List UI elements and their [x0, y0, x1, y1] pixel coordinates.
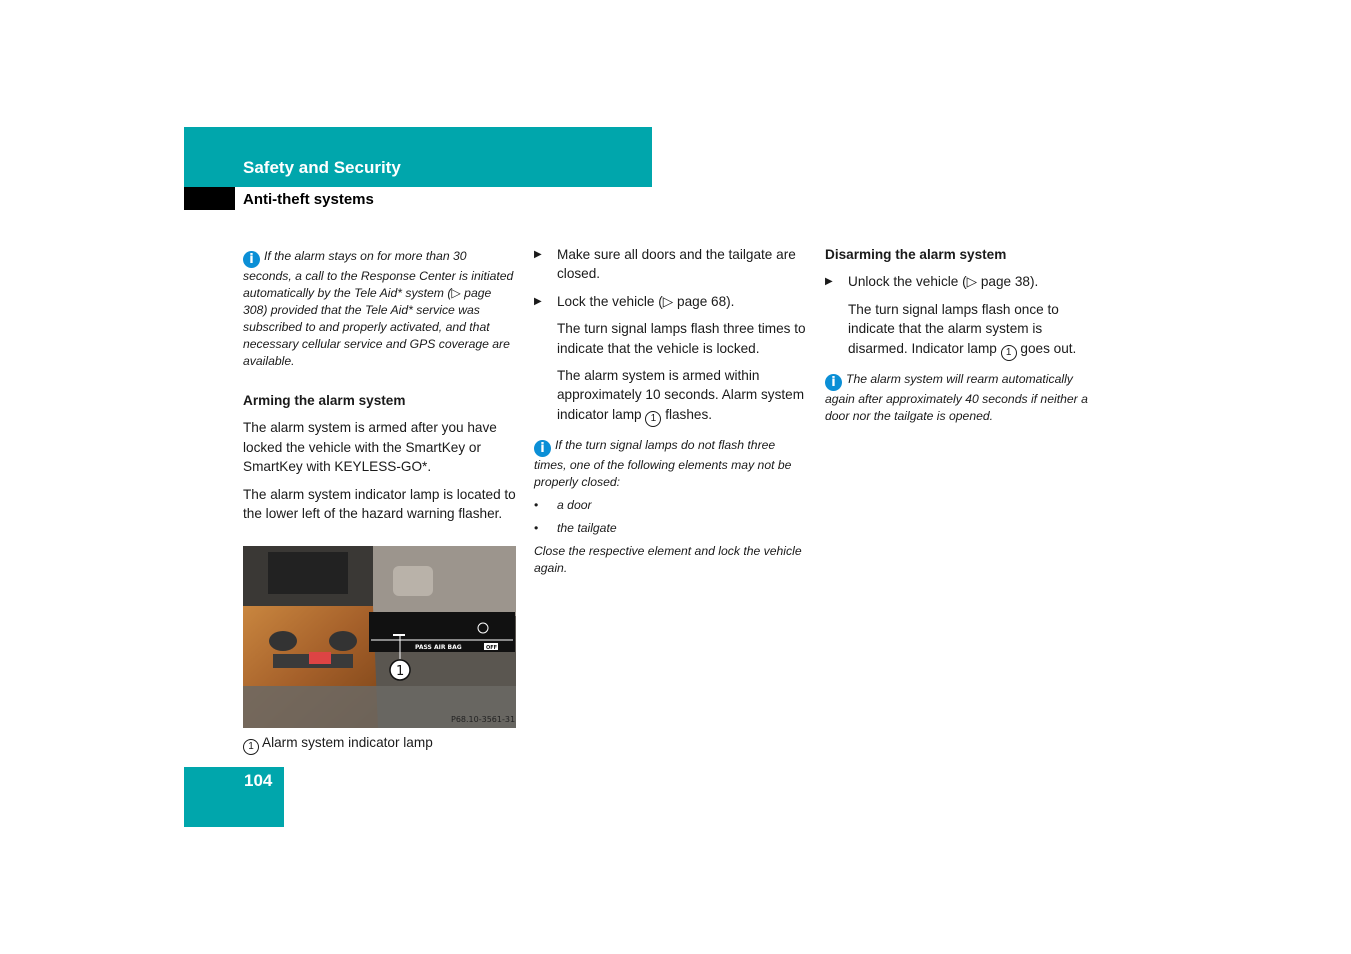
caption-text: Alarm system indicator lamp: [262, 735, 433, 750]
info-close-again: Close the respective element and lock the vehicle again.: [534, 543, 802, 575]
airbag-off-label: OFF: [486, 645, 498, 651]
list-item: • the tailgate: [534, 520, 617, 535]
triangle-right-icon: ▶: [534, 295, 542, 307]
paragraph-indicator-location: The alarm system indicator lamp is located to the lower left of the hazard warning flasher.: [243, 486, 516, 522]
dashboard-illustration: [243, 546, 516, 728]
info-icon: i: [825, 374, 842, 391]
step-lock-vehicle: ▶ Lock the vehicle (▷ page 68).: [534, 292, 806, 311]
result-flash-once: The turn signal lamps flash once to indicate that the alarm system is disarmed. Indicator lamp 1 goes out.: [825, 300, 1100, 361]
section-header-band: [184, 127, 652, 187]
section-title: Safety and Security: [243, 158, 401, 177]
figure-caption: [243, 733, 518, 755]
heading-arming: Arming the alarm system: [243, 393, 406, 408]
dashboard-photo: [243, 546, 516, 728]
indicator-number: 1: [645, 411, 661, 427]
result-flash-three-times: The turn signal lamps flash three times to indicate that the vehicle is locked.: [557, 321, 806, 356]
middle-column: [534, 245, 806, 577]
indicator-number: 1: [1001, 345, 1017, 361]
result-armed: The alarm system is armed within approximately 10 seconds. Alarm system indicator lamp 1 flashes.: [534, 366, 806, 427]
info-note-not-flashing: i If the turn signal lamps do not flash three times, one of the following elements may not be properly closed:: [534, 437, 792, 489]
info-note-alarm-duration: i If the alarm stays on for more than 30 seconds, a call to the Response Center is initiated automatically by the Tele Aid* system (▷ page 308) provided that the Tele Aid* service was subscribed to and properly activated, and that necessary cellular service and GPS coverage are available.: [243, 249, 514, 368]
airbag-label: PASS AIR BAG: [415, 644, 462, 651]
step-unlock-vehicle: ▶ Unlock the vehicle (▷ page 38).: [825, 272, 1100, 291]
callout-number: 1: [396, 664, 405, 679]
heading-disarming: Disarming the alarm system: [825, 247, 1007, 262]
left-column: [243, 248, 518, 523]
info-icon: i: [243, 251, 260, 268]
figure-code: P68.10-3561-31: [451, 715, 516, 724]
bullet-icon: •: [534, 497, 539, 512]
triangle-right-icon: ▶: [825, 276, 833, 288]
right-column: [825, 245, 1100, 425]
page-number: 104: [244, 771, 273, 790]
step-close-doors: ▶ Make sure all doors and the tailgate are closed.: [534, 247, 796, 282]
info-note-rearm: i The alarm system will rearm automatically again after approximately 40 seconds if neither a door nor the tailgate is opened.: [825, 371, 1088, 423]
subsection-marker: [184, 187, 235, 210]
paragraph-armed-after-locking: The alarm system is armed after you have locked the vehicle with the SmartKey or SmartKey with KEYLESS-GO*.: [243, 420, 497, 475]
info-icon: i: [534, 440, 551, 457]
caption-number: 1: [243, 739, 259, 755]
subsection-title: Anti-theft systems: [243, 191, 374, 208]
list-item: • a door: [534, 497, 592, 512]
triangle-right-icon: ▶: [534, 249, 542, 260]
bullet-icon: •: [534, 520, 539, 535]
